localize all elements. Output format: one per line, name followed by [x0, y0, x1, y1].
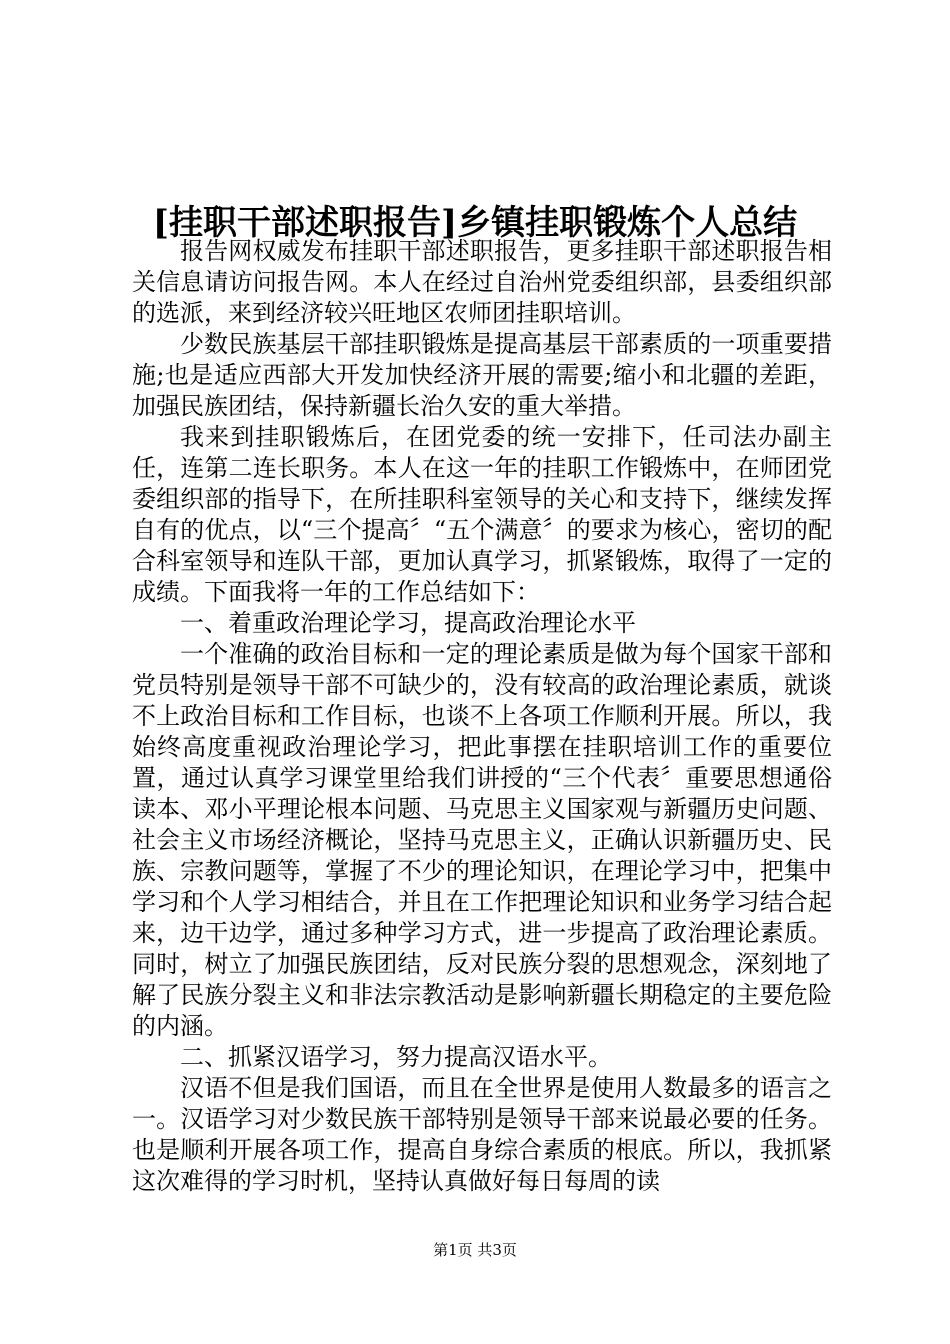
- paragraph-3: 我来到挂职锻炼后，在团党委的统一安排下，任司法办副主任，连第二连长职务。本人在这一年的挂职工作锻炼中，在师团党委组织部的指导下，在所挂职科室领导的关心和支持下，继续发挥自有的优点，以“三个提高〞“五个满意〞的要求为核心，密切的配合科室领导和连队干部，更加认真学习，抓紧锻炼，取得了一定的成绩。下面我将一年的工作总结如下：: [132, 423, 832, 606]
- paragraph-5: 汉语不但是我们国语，而且在全世界是使用人数最多的语言之一。汉语学习对少数民族干部特别是领导干部来说最必要的任务。也是顺利开展各项工作，提高自身综合素质的根底。所以，我抓紧这次难得的学习时机，坚持认真做好每日每周的读: [132, 1074, 832, 1195]
- document-title: [挂职干部述职报告]乡镇挂职锻炼个人总结: [152, 202, 798, 243]
- paragraph-1: 报告网权威发布挂职干部述职报告，更多挂职干部述职报告相关信息请访问报告网。本人在经过自治州党委组织部，县委组织部的选派，来到经济较兴旺地区农师团挂职培训。: [132, 237, 832, 327]
- page-footer: 第1页 共3页: [433, 1241, 517, 1259]
- section-heading-2: 二、抓紧汉语学习，努力提高汉语水平。: [180, 1043, 612, 1071]
- paragraph-2: 少数民族基层干部挂职锻炼是提高基层干部素质的一项重要措施;也是适应西部大开发加快经济开展的需要;缩小和北疆的差距，加强民族团结，保持新疆长治久安的重大举措。: [132, 330, 832, 420]
- document-body: [132, 236, 832, 1197]
- paragraph-4: 一个准确的政治目标和一定的理论素质是做为每个国家干部和党员特别是领导干部不可缺少的，没有较高的政治理论素质，就谈不上政治目标和工作目标，也谈不上各项工作顺利开展。所以，我始终高度重视政治理论学习，把此事摆在挂职培训工作的重要位置，通过认真学习课堂里给我们讲授的“三个代表〞重要思想通俗读本、邓小平理论根本问题、马克思主义国家观与新疆历史问题、社会主义市场经济概论，坚持马克思主义，正确认识新疆历史、民族、宗教问题等，掌握了不少的理论知识，在理论学习中，把集中学习和个人学习相结合，并且在工作把理论知识和业务学习结合起来，边干边学，通过多种学习方式，进一步提高了政治理论素质。同时，树立了加强民族团结，反对民族分裂的思想观念，深刻地了解了民族分裂主义和非法宗教活动是影响新疆长期稳定的主要危险的内涵。: [132, 640, 832, 1040]
- section-heading-1: 一、着重政治理论学习，提高政治理论水平: [180, 609, 636, 637]
